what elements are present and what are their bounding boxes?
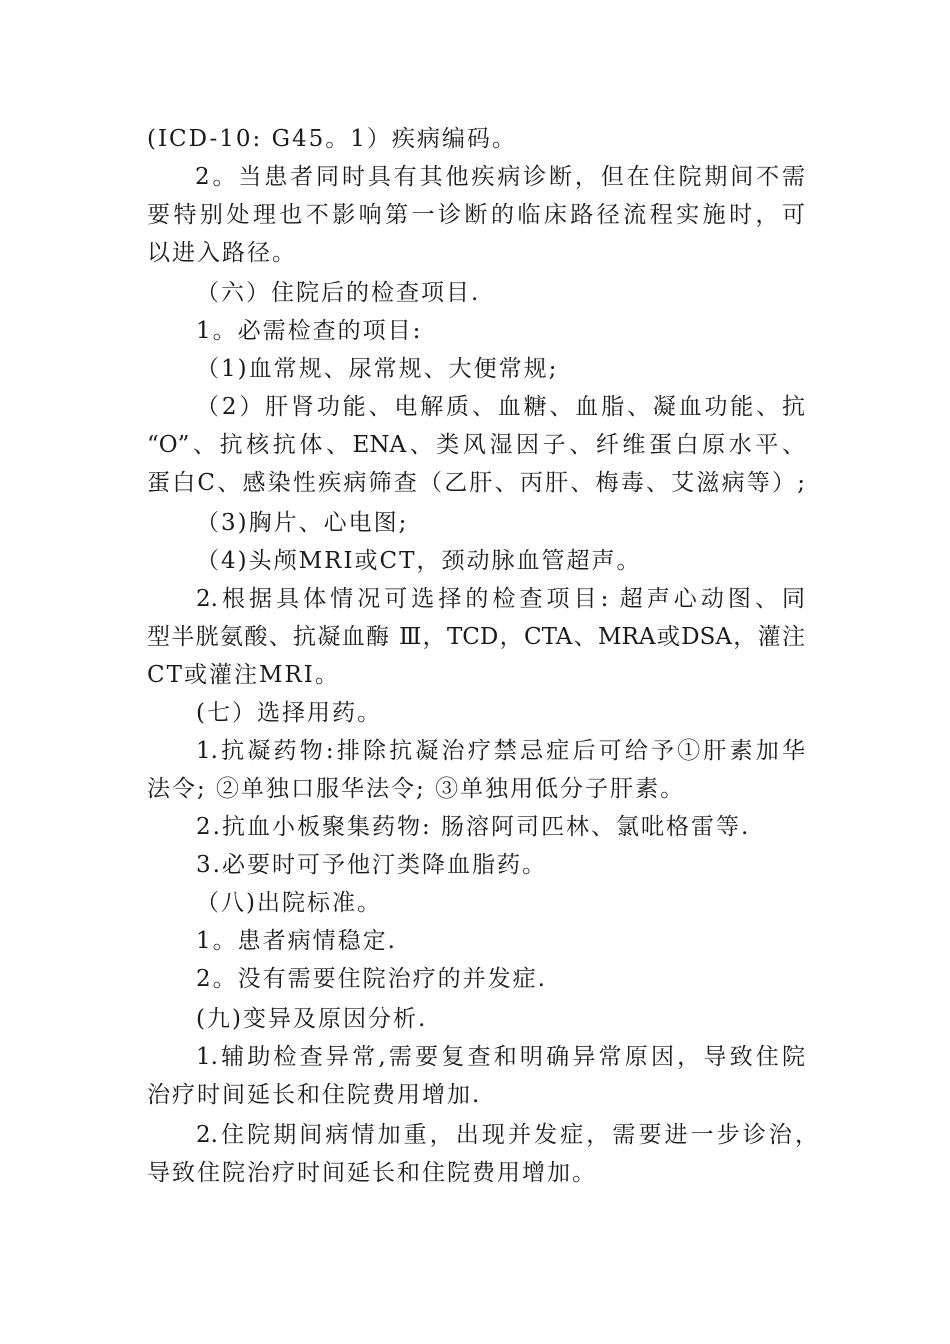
text-line-28: 导致住院治疗时间延长和住院费用增加。 [147, 1160, 597, 1186]
text-line-13: 2.根据具体情况可选择的检查项目: 超声心动图、同 [196, 586, 805, 612]
text-line-26: 治疗时间延长和住院费用增加. [147, 1082, 482, 1108]
text-line-3: 要特别处理也不影响第一诊断的临床路径流程实施时，可 [147, 202, 805, 228]
text-line-19: 2.抗血小板聚集药物: 肠溶阿司匹林、氯吡格雷等. [196, 814, 751, 840]
text-line-7: （1)血常规、尿常规、大便常规; [196, 356, 559, 382]
text-line-25: 1.辅助检查异常,需要复查和明确异常原因，导致住院 [196, 1044, 805, 1070]
text-line-27: 2.住院期间病情加重，出现并发症，需要进一步诊治， [196, 1122, 818, 1148]
text-line-6: 1。必需检查的项目: [196, 318, 423, 344]
section-heading-8: （八)出院标准。 [196, 890, 382, 916]
text-line-4: 以进入路径。 [147, 240, 297, 266]
text-line-2: 2。当患者同时具有其他疾病诊断，但在住院期间不需 [195, 164, 805, 190]
text-line-17: 1.抗凝药物:排除抗凝治疗禁忌症后可给予①肝素加华 [196, 738, 805, 764]
text-line-8: （2）肝肾功能、电解质、血糖、血脂、凝血功能、抗 [196, 394, 805, 420]
text-line-18: 法令; ②单独口服华法令; ③单独用低分子肝素。 [147, 776, 686, 802]
text-line-1: (ICD-10: G45。1）疾病编码。 [147, 126, 517, 152]
text-line-9: “O”、抗核抗体、ENA、类风湿因子、纤维蛋白原水平、 [147, 432, 805, 458]
text-line-15: CT或灌注MRI。 [147, 662, 340, 688]
section-heading-6: （六）住院后的检查项目. [196, 280, 481, 306]
text-line-12: （4)头颅MRI或CT，颈动脉血管超声。 [196, 548, 642, 574]
text-line-10: 蛋白C、感染性疾病筛查（乙肝、丙肝、梅毒、艾滋病等）; [147, 470, 805, 496]
text-line-22: 1。患者病情稳定. [196, 928, 397, 954]
section-heading-9: (九)变异及原因分析. [196, 1006, 428, 1032]
text-line-14: 型半胱氨酸、抗凝血酶 Ⅲ，TCD，CTA、MRA或DSA，灌注 [147, 624, 805, 650]
text-line-20: 3.必要时可予他汀类降血脂药。 [196, 852, 547, 878]
text-line-23: 2。没有需要住院治疗的并发症. [196, 966, 547, 992]
text-line-11: （3)胸片、心电图; [196, 510, 409, 536]
section-heading-7: (七）选择用药。 [196, 700, 382, 726]
